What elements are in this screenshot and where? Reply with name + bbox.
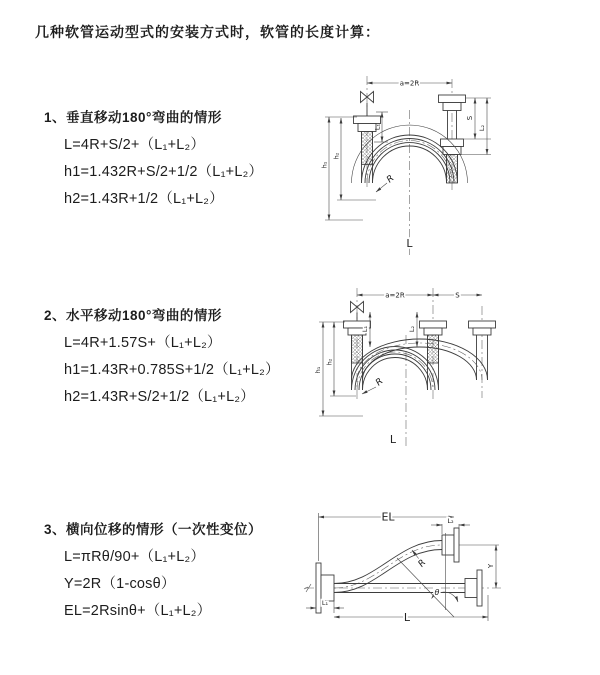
formula-line: h2=1.43R+S/2+1/2（L₁+L₂） <box>64 389 255 405</box>
dimension-label-y: Y <box>487 563 495 569</box>
dimension-label-l1: L₁ <box>321 599 329 607</box>
section-3-formulas <box>64 544 262 625</box>
dimension-label-s: S <box>466 115 474 121</box>
diagram-vertical-u-bend <box>314 68 586 258</box>
dimension-label-h2: h₂ <box>332 152 341 160</box>
length-label: L <box>389 433 397 446</box>
dimension-label-a2r: a=2R <box>399 79 420 88</box>
formula-line: Y=2R（1-cosθ） <box>64 576 176 592</box>
length-label: L <box>406 237 413 250</box>
dimension-label-el: EL <box>381 510 395 524</box>
length-label: L <box>403 611 411 624</box>
section-1-heading: 1、垂直移动180°弯曲的情形 <box>44 110 222 125</box>
section-1-formulas <box>64 132 263 213</box>
section-1 <box>44 106 263 213</box>
dimension-lines <box>314 292 482 447</box>
dimension-lines <box>306 511 496 625</box>
formula-line: L=πRθ/90+（L₁+L₂） <box>64 549 206 565</box>
dimension-label-h1: h₁ <box>314 366 322 374</box>
dimension-label-l2: L₂ <box>408 325 416 333</box>
formula-line: L=4R+1.57S+（L₁+L₂） <box>64 335 222 351</box>
hose-drawing <box>344 302 496 391</box>
dimension-label-l2: L₂ <box>478 124 486 132</box>
section-3-heading: 3、横向位移的情形（一次性变位） <box>44 522 263 537</box>
dimension-label-a2r: a=2R <box>385 291 405 300</box>
dimension-label-s: S <box>455 291 460 300</box>
formula-line: EL=2Rsinθ+（L₁+L₂） <box>64 603 212 619</box>
radius-label: R <box>374 376 386 389</box>
diagram-horizontal-u-bend <box>306 280 596 455</box>
section-2-heading: 2、水平移动180°弯曲的情形 <box>44 308 222 323</box>
section-2 <box>44 304 280 411</box>
formula-line: h1=1.432R+S/2+1/2（L₁+L₂） <box>64 164 264 180</box>
radius-label: R <box>416 557 429 570</box>
formula-line: h2=1.43R+1/2（L₁+L₂） <box>64 191 224 207</box>
dimension-label-l2: L₂ <box>447 517 454 525</box>
section-2-formulas <box>64 330 280 411</box>
formula-line: h1=1.43R+0.785S+1/2（L₁+L₂） <box>64 362 280 378</box>
dimension-label-l1: L₁ <box>373 123 382 131</box>
diagram-lateral-displacement <box>302 503 597 633</box>
section-3 <box>44 518 262 625</box>
radius-label: R <box>385 173 397 186</box>
page-title: 几种软管运动型式的安装方式时，软管的长度计算： <box>35 24 380 40</box>
theta-label: θ <box>434 588 440 597</box>
dimension-label-h1: h₁ <box>320 161 329 169</box>
dimension-label-h2: h₂ <box>325 358 334 366</box>
dimension-lines <box>321 80 492 251</box>
dimension-label-l1: L₁ <box>361 325 369 333</box>
formula-line: L=4R+S/2+（L₁+L₂） <box>64 137 206 153</box>
